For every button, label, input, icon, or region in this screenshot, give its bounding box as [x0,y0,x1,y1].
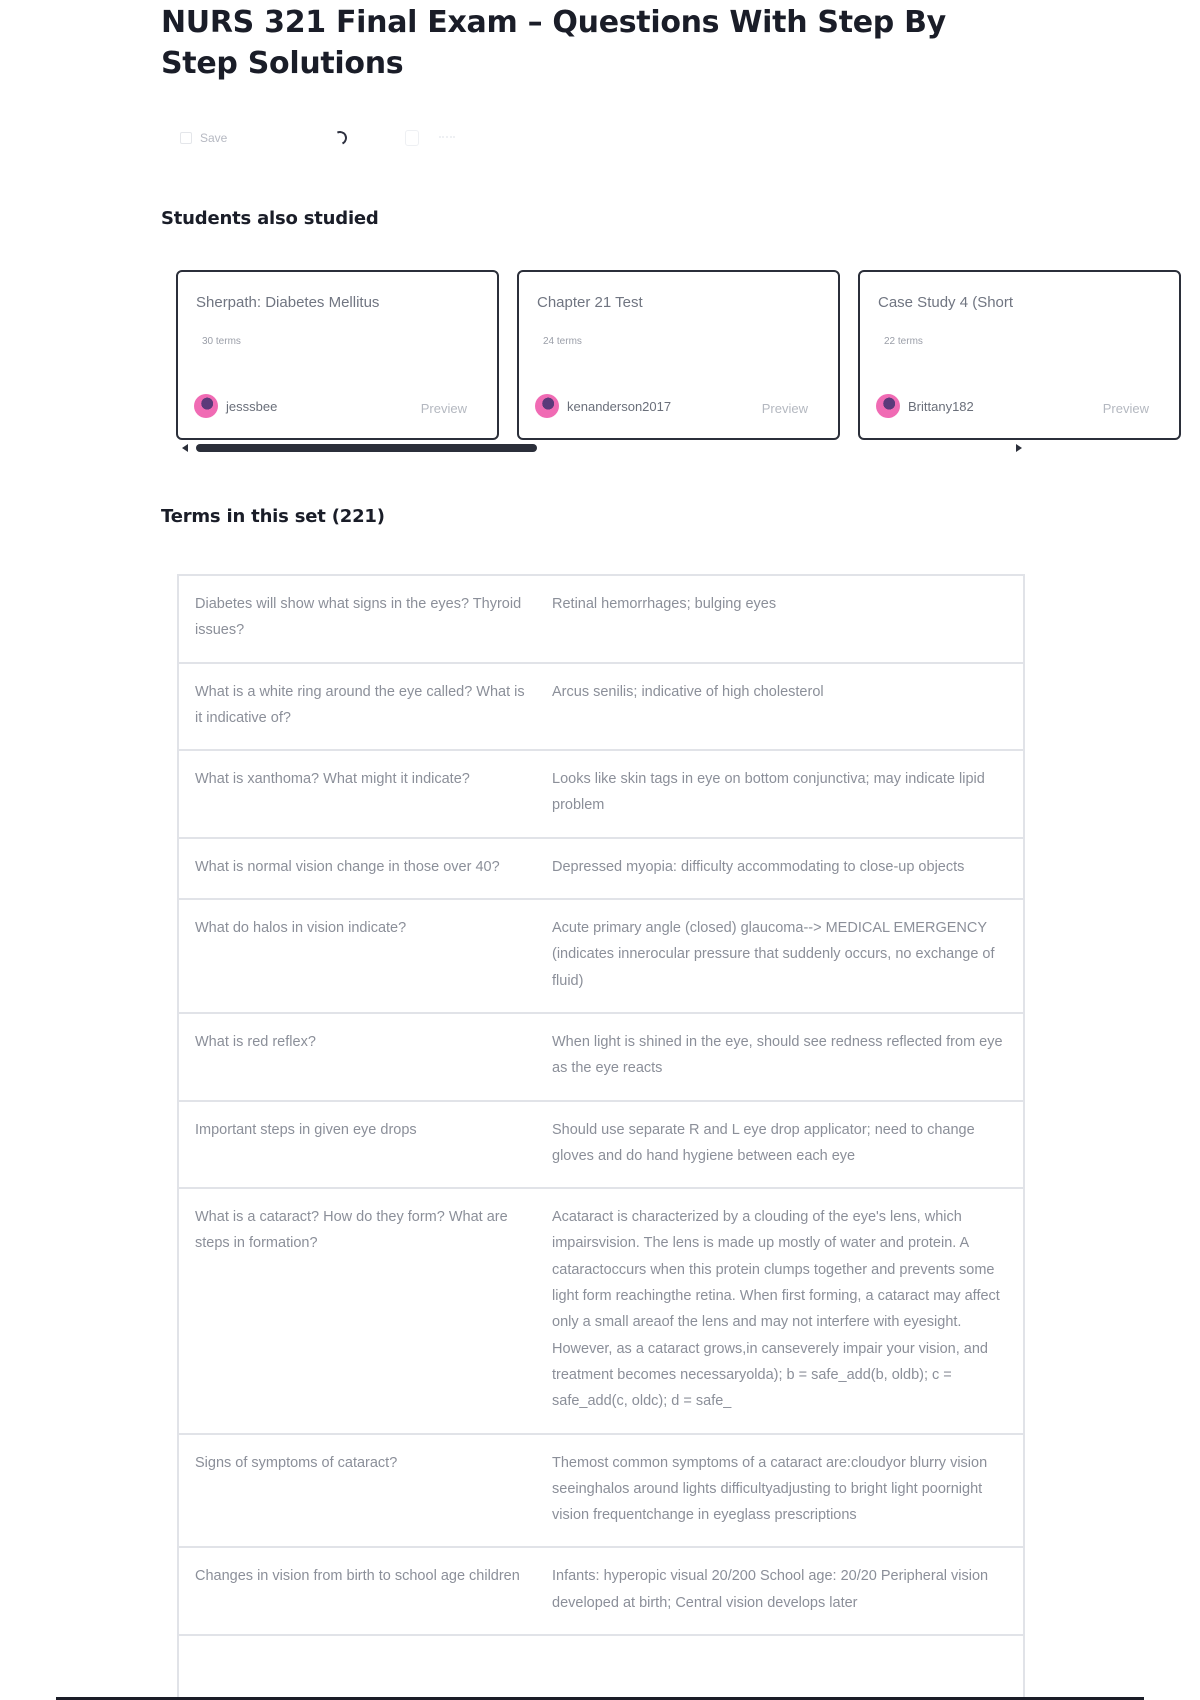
loading-spinner-icon [331,129,349,147]
term-question: Signs of symptoms of cataract? [195,1454,398,1471]
term-answer: Themost common symptoms of a cataract are:cloudyor blurry vision seeinghalos around lights difficultyadjusting to bright light poornight vision frequentchange in eyeglass prescriptions [552,1454,988,1524]
more-options-icon[interactable] [439,136,455,140]
term-answer: Depressed myopia: difficulty accommodating to close-up objects [552,858,965,875]
save-label: Save [200,131,228,145]
card-terms-count: 22 terms [884,336,923,347]
card-terms-count: 30 terms [202,336,241,347]
term-answer: Should use separate R and L eye drop applicator; need to change gloves and do hand hygiene between each eye [552,1121,975,1164]
scroll-left-arrow-icon[interactable] [182,444,188,452]
card-title: Sherpath: Diabetes Mellitus [196,294,380,311]
preview-button[interactable]: Preview [761,401,808,416]
terms-heading: Terms in this set (221) [161,506,385,527]
term-question: What is a white ring around the eye called? What is it indicative of? [195,683,525,726]
card-title: Chapter 21 Test [537,294,643,311]
action-bar [180,126,455,150]
term-row [179,1189,1023,1434]
preview-button[interactable]: Preview [420,401,467,416]
term-question: What is a cataract? How do they form? What are steps in formation? [195,1209,508,1252]
share-icon[interactable] [405,130,419,146]
card-user[interactable] [194,394,277,418]
avatar [876,394,900,418]
card-username: Brittany182 [908,398,974,414]
term-question: What is red reflex? [195,1033,316,1050]
term-row [179,900,1023,1014]
card-user[interactable] [535,394,671,418]
term-question: Important steps in given eye drops [195,1121,417,1138]
term-question: What is normal vision change in those over 40? [195,858,500,875]
preview-button[interactable]: Preview [1102,401,1149,416]
card-user[interactable] [876,394,974,418]
term-question: Diabetes will show what signs in the eyes? Thyroid issues? [195,596,522,639]
study-set-card[interactable] [176,270,499,440]
term-row [179,1102,1023,1190]
term-row [179,839,1023,900]
students-also-studied-heading: Students also studied [161,208,379,229]
page-title: NURS 321 Final Exam – Questions With Step By Step Solutions [161,5,946,81]
term-answer: Acute primary angle (closed) glaucoma--> MEDICAL EMERGENCY (indicates innerocular pressure that suddenly occurs, no exchange of fluid) [552,920,995,989]
term-answer: Infants: hyperopic visual 20/200 School age: 20/20 Peripheral vision developed at birth; Central vision develops later [552,1568,989,1611]
carousel-scrollbar-thumb[interactable] [196,444,537,452]
save-button[interactable] [180,131,227,145]
term-row [179,1435,1023,1549]
card-username: jesssbee [226,398,278,414]
term-row [179,751,1023,839]
avatar [194,394,218,418]
term-question: What do halos in vision indicate? [195,920,407,937]
avatar [535,394,559,418]
study-set-card[interactable] [858,270,1181,440]
study-set-carousel[interactable] [176,270,1149,442]
card-title: Case Study 4 (Short [878,294,1014,311]
card-terms-count: 24 terms [543,336,582,347]
term-answer: Retinal hemorrhages; bulging eyes [552,596,777,612]
study-set-card[interactable] [517,270,840,440]
checkbox-icon [180,132,192,144]
term-row [179,664,1023,752]
term-answer: When light is shined in the eye, should see redness reflected from eye as the eye reacts [552,1033,1003,1077]
term-question: Changes in vision from birth to school age children [195,1568,520,1585]
term-row [179,1548,1023,1636]
term-answer: Looks like skin tags in eye on bottom conjunctiva; may indicate lipid problem [552,771,985,814]
term-answer: Acataract is characterized by a clouding of the eye's lens, which impairsvision. The lens is made up mostly of water and protein. A cataractoccurs when this protein clumps together and prevents some light form reachingthe retina. When first forming, a cataract may affect only a small areaof the lens and may not interfere with eyesight. However, as a cataract grows,in canseverely impair your vision, and treatment becomes necessaryolda); b = safe_add(b, oldb); c = safe_add(c, oldc); d = safe_ [552,1209,1000,1410]
term-row [179,576,1023,664]
scroll-right-arrow-icon[interactable] [1016,444,1022,452]
term-row [179,1014,1023,1102]
card-username: kenanderson2017 [567,398,672,414]
terms-list [177,574,1025,1700]
term-question: What is xanthoma? What might it indicate? [195,771,470,788]
term-answer: Arcus senilis; indicative of high cholesterol [552,683,824,700]
